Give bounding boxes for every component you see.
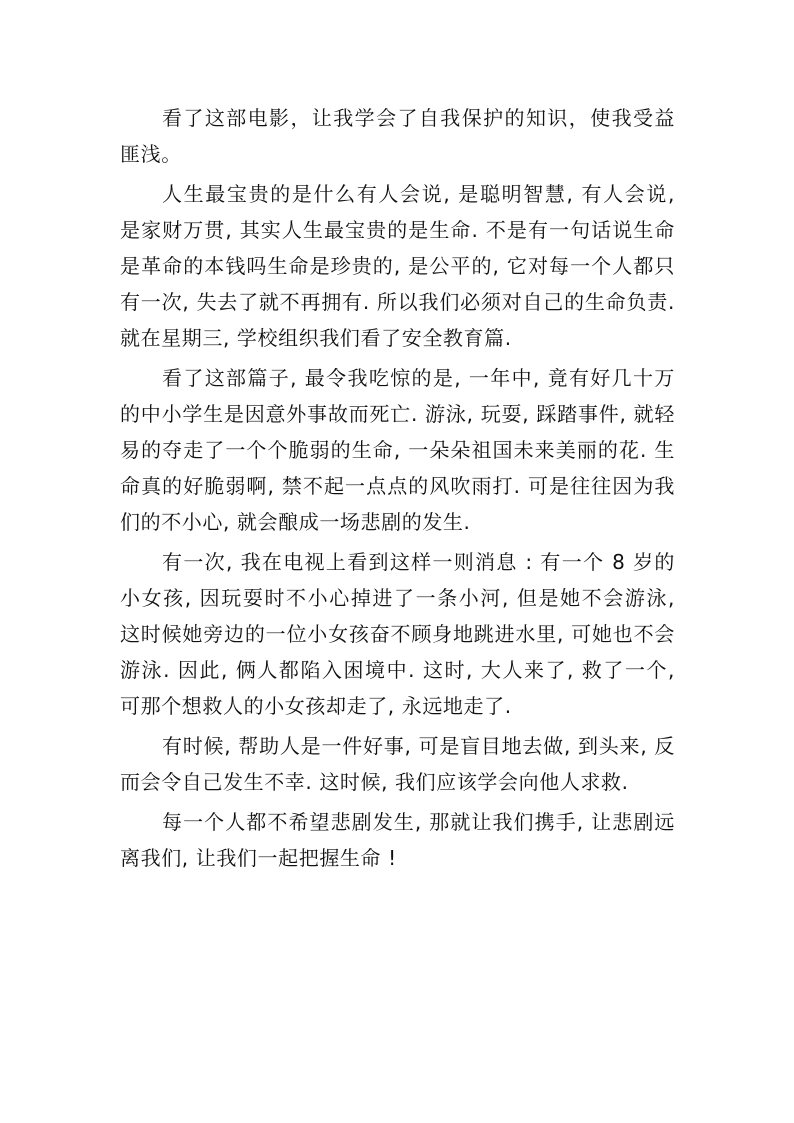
paragraph-2: 人生最宝贵的是什么有人会说, 是聪明智慧, 有人会说, 是家财万贯, 其实人生最宝贵的是生命. 不是有一句话说生命是革命的本钱吗生命是珍贵的, 是公平的, 它对每一个人都只有一次, 失去了就不再拥有. 所以我们必须对自己的生命负责. 就在星期三, 学校组织我们看了安全教育篇. <box>120 182 675 350</box>
paragraph-4: 有一次, 我在电视上看到这样一则消息 : 有一个 8 岁的小女孩, 因玩耍时不小心掉进了一条小河, 但是她不会游泳, 这时候她旁边的一位小女孩奋不顾身地跳进水里, 可她也不会游泳. 因此, 俩人都陷入困境中. 这时, 大人来了, 救了一个, 可那个想救人的小女孩却走了, 永远地走了. <box>120 550 675 718</box>
paragraph-5: 有时候, 帮助人是一件好事, 可是盲目地去做, 到头来, 反而会令自己发生不幸. 这时候, 我们应该学会向他人求救. <box>120 734 675 794</box>
paragraph-6: 每一个人都不希望悲剧发生, 那就让我们携手, 让悲剧远离我们, 让我们一起把握生命 ! <box>120 810 675 870</box>
paragraph-3: 看了这部篇子, 最令我吃惊的是, 一年中, 竟有好几十万的中小学生是因意外事故而死亡. 游泳, 玩耍, 踩踏事件, 就轻易的夺走了一个个脆弱的生命, 一朵朵祖国未来美丽的花. 生命真的好脆弱啊, 禁不起一点点的风吹雨打. 可是往往因为我们的不小心, 就会酿成一场悲剧的发生. <box>120 366 675 534</box>
paragraph-1: 看了这部电影，让我学会了自我保护的知识，使我受益匪浅。 <box>120 106 675 166</box>
document-body <box>120 100 675 880</box>
